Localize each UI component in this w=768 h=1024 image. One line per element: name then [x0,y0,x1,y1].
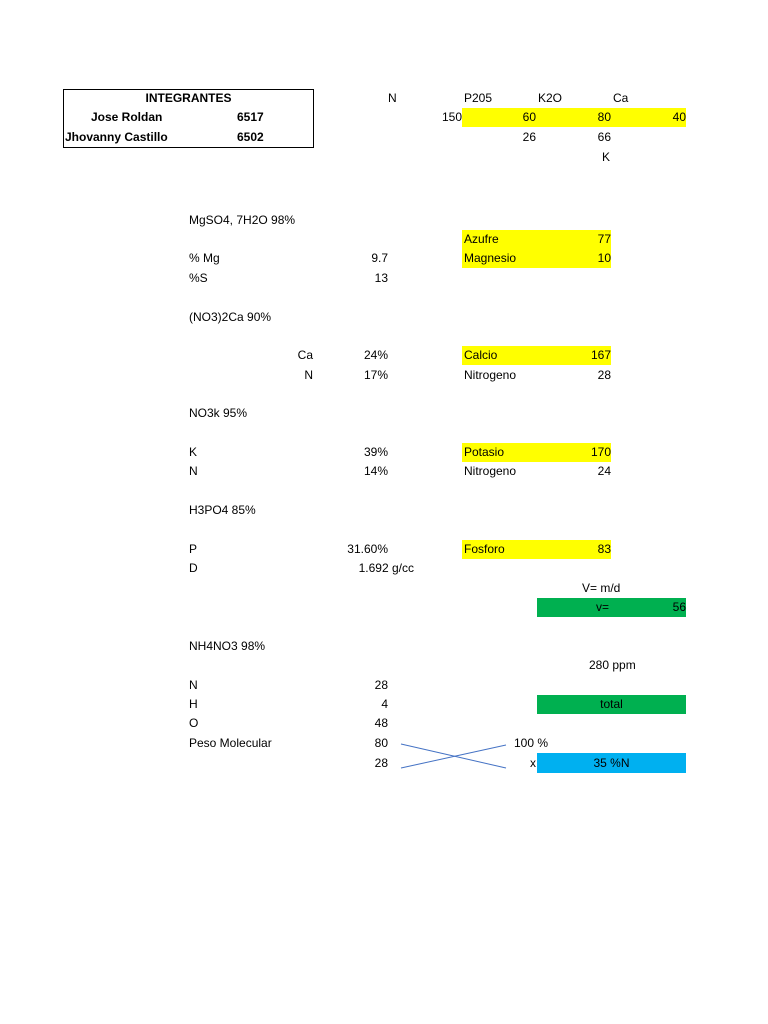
fosforo-value: 83 [597,542,611,556]
member-name: Jhovanny Castillo [65,130,168,144]
total-label: total [600,697,623,711]
member-name: Jose Roldan [91,110,163,124]
req-value-n: 150 [441,110,462,124]
integrantes-header: INTEGRANTES [145,91,232,105]
req-value-2b: 66 [597,130,611,144]
d-label: D [189,561,198,575]
volume-formula: V= m/d [582,581,621,595]
calcio-value: 167 [590,348,611,362]
v-label: v= [596,600,610,614]
nitrogeno-value: 24 [597,464,611,478]
req-value-p2o5: 60 [522,110,536,124]
magnesio-label: Magnesio [464,251,517,265]
req-value-k2o: 80 [597,110,611,124]
nh4-n-label: N [189,678,198,692]
p-label: P [189,542,198,556]
nh4-n-value: 28 [374,678,388,692]
req-value-2a: 26 [522,130,536,144]
no3ca-title: (NO3)2Ca 90% [189,310,272,324]
potasio-label: Potasio [464,445,505,459]
calcio-label: Calcio [464,348,498,362]
nh4-o-value: 48 [374,716,388,730]
nh4-28-value: 28 [374,756,388,770]
ppm-value: 280 ppm [589,658,636,672]
n-value: 17% [363,368,388,382]
nitrogeno-label: Nitrogeno [464,368,517,382]
mg-value: 9.7 [371,251,388,265]
k-label: K [189,445,198,459]
nitrogeno-label: Nitrogeno [464,464,517,478]
nh4no3-title: NH4NO3 98% [189,639,266,653]
ca-label: Ca [297,348,313,362]
h3po4-title: H3PO4 85% [189,503,256,517]
n-value: 14% [363,464,388,478]
magnesio-value: 10 [597,251,611,265]
azufre-label: Azufre [464,232,499,246]
req-header-ca: Ca [613,91,629,105]
member-code: 6517 [237,110,264,124]
x-label: x [530,756,536,770]
req-header-k2o: K2O [538,91,563,105]
nh4-h-value: 4 [381,697,388,711]
no3k-title: NO3k 95% [189,406,248,420]
azufre-value: 77 [597,232,611,246]
req-value-ca: 40 [672,110,686,124]
peso-molecular-label: Peso Molecular [189,736,272,750]
req-header-n: N [388,91,397,105]
nh4-o-label: O [189,716,199,730]
nh4-h-label: H [189,697,198,711]
mgso4-title: MgSO4, 7H2O 98% [189,213,296,227]
k-value: 39% [363,445,388,459]
n-label: N [189,464,198,478]
req-k-label: K [602,150,611,164]
d-value: 1.692 g/cc [358,561,414,575]
pct-100-label: 100 % [514,736,549,750]
s-label: %S [189,271,208,285]
peso-molecular-value: 80 [374,736,388,750]
s-value: 13 [374,271,388,285]
ca-value: 24% [363,348,388,362]
result-value: 35 %N [593,756,630,770]
mg-label: % Mg [189,251,220,265]
req-header-p2o5: P205 [464,91,493,105]
member-code: 6502 [237,130,264,144]
n-label: N [304,368,313,382]
p-value: 31.60% [347,542,388,556]
potasio-value: 170 [590,445,611,459]
fosforo-label: Fosforo [464,542,505,556]
v-value: 56 [672,600,686,614]
nitrogeno-value: 28 [597,368,611,382]
